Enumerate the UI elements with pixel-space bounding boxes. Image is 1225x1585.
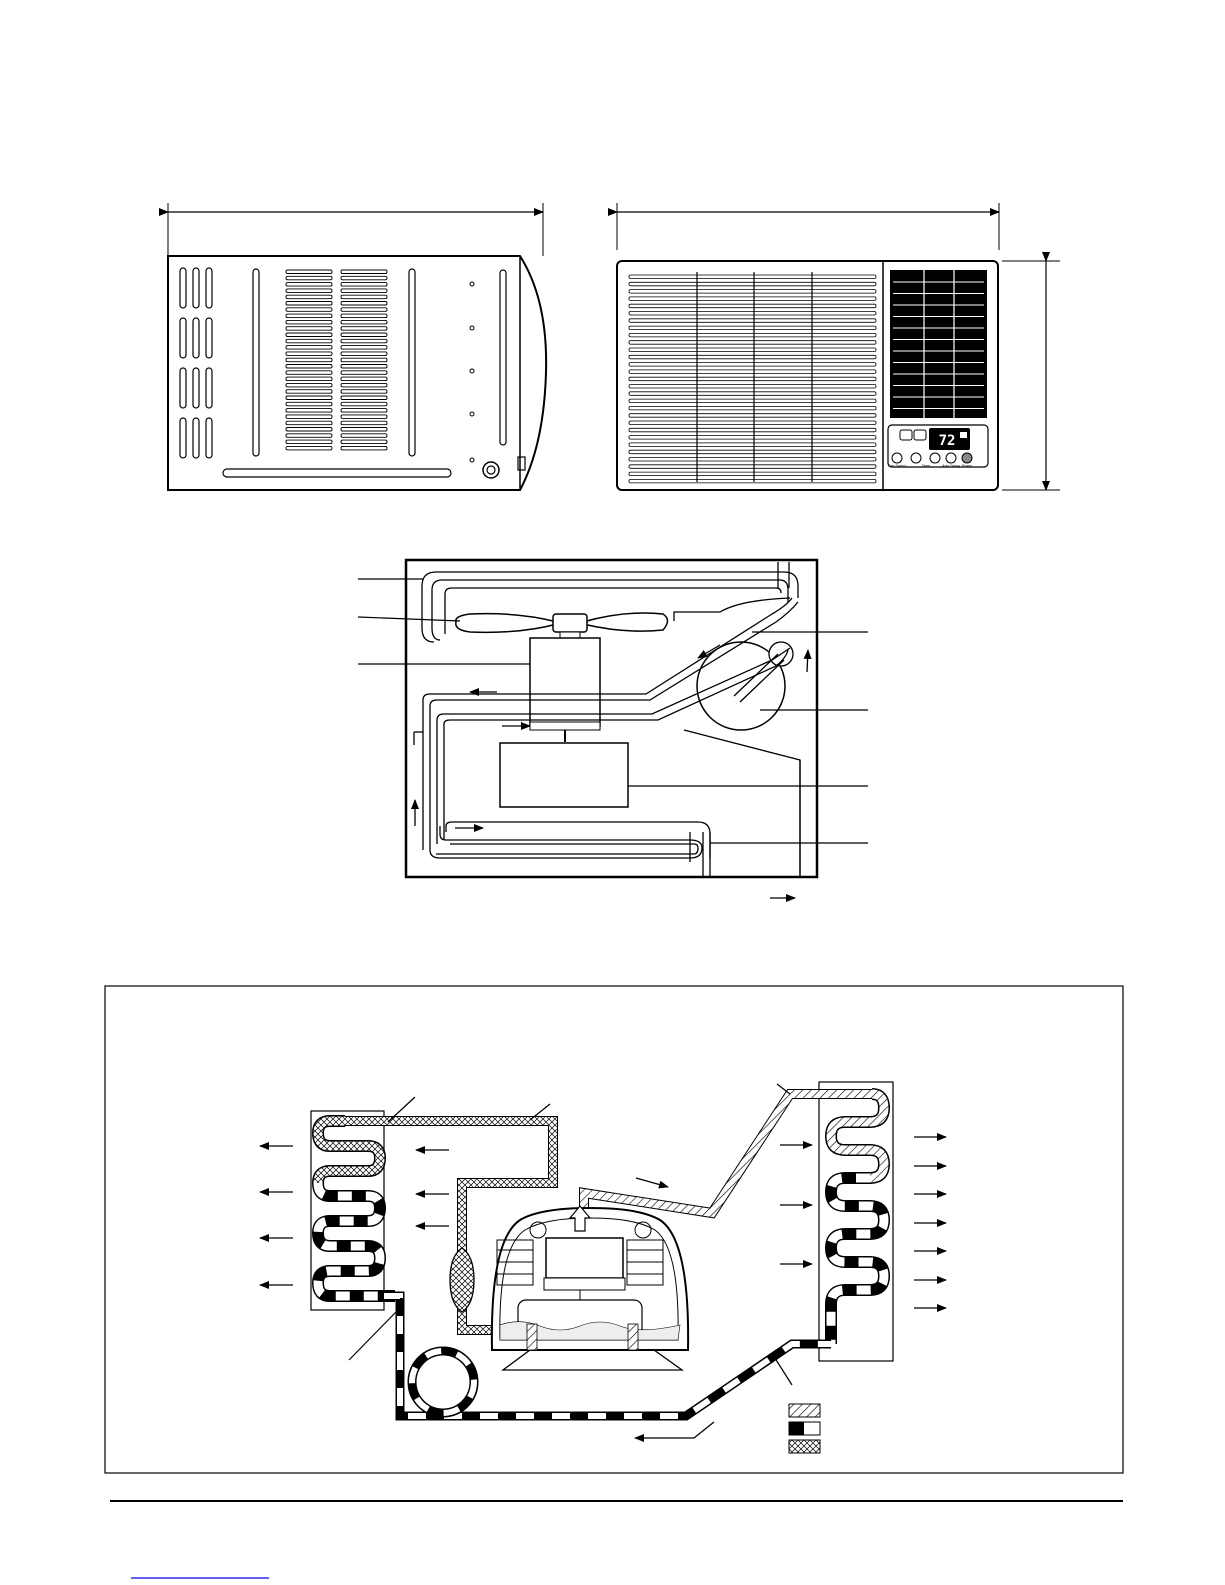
display-reading: 72 — [938, 433, 956, 449]
compressor-cutaway — [492, 1206, 688, 1370]
side-view-figure — [168, 203, 546, 490]
control-label-auto-swing: Auto Swing — [942, 464, 960, 468]
side-cabinet-outline — [168, 256, 546, 490]
mode-button[interactable] — [900, 430, 912, 440]
control-box — [500, 743, 628, 807]
fan-speed-button[interactable] — [892, 453, 902, 463]
internal-layout-figure — [358, 560, 868, 898]
legend-swatch-hatched — [789, 1404, 820, 1417]
control-label-fan-speed: Fan Speed — [888, 464, 906, 468]
fan-motor — [530, 638, 600, 726]
legend-swatch-crosshatched — [789, 1440, 820, 1453]
accumulator — [450, 1248, 474, 1312]
timer-up-button[interactable] — [930, 453, 940, 463]
discharge-louver-panel — [890, 270, 987, 418]
auto-swing-button[interactable] — [946, 453, 956, 463]
state-legend — [789, 1404, 820, 1453]
control-panel — [888, 425, 988, 468]
control-label-timer: Timer — [921, 464, 931, 468]
power-button[interactable] — [962, 453, 972, 463]
control-label-power: Power — [962, 464, 972, 468]
refrigeration-cycle-figure — [105, 986, 1123, 1473]
fan-mode-button[interactable] — [914, 430, 926, 440]
timer-down-button[interactable] — [911, 453, 921, 463]
front-view-figure — [617, 203, 1060, 490]
